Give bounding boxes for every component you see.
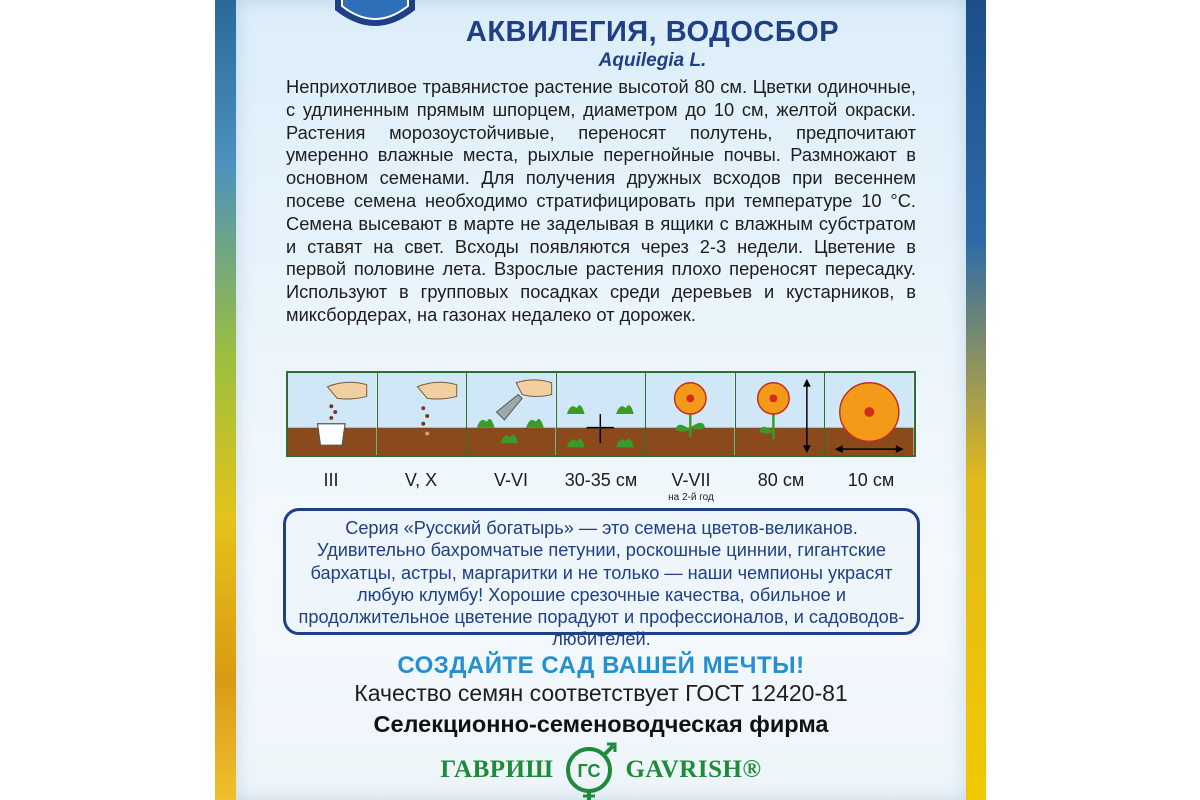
- brand-name-ru: ГАВРИШ: [440, 756, 554, 783]
- growing-steps-strip: [286, 371, 916, 457]
- flowering-icon: [646, 373, 736, 455]
- step-label-flowering: [646, 470, 736, 503]
- spacing-icon: [557, 373, 647, 455]
- gost-quality-note: Качество семян соответствует ГОСТ 12420-81: [354, 680, 848, 706]
- brand-line: [236, 745, 966, 795]
- plant-description: Неприхотливое травянистое растение высотой 80 см. Цветки одиночные, с удлиненным прямым шпорцем, диаметром до 10 см, желтой окраски. Растения морозоустойчивые, переносят полутень, предпочитают умеренно влажные места, рыхлые перегнойные почвы. Размножают в основном семенами. Для получения дружных всходов при весеннем посеве семена необходимо стратифицировать при температуре 10 °С. Семена высевают в марте не заделывая в ящики с влажным субстратом и ставят на свет. Всходы появляются через 2-3 недели. Цветение в первой половине лета. Взрослые растения плохо переносят пересадку. Используют в групповых посадках среди деревьев и кустарников, в миксбордерах, на газонах недалеко от дорожек.: [286, 76, 916, 325]
- step-label-sowing-pot: III: [323, 470, 339, 490]
- transplant-icon: [467, 373, 557, 455]
- height-icon: [736, 373, 826, 455]
- firm-name: Селекционно-семеноводческая фирма: [373, 711, 829, 737]
- step-label-flowering-text: V-VII: [671, 470, 711, 490]
- brand-name-en: GAVRISH®: [625, 756, 762, 783]
- step-label-height: 80 см: [757, 470, 805, 490]
- step-label-flowering-sub: на 2-й год: [668, 492, 714, 503]
- slogan: СОЗДАЙТЕ САД ВАШЕЙ МЕЧТЫ!: [397, 652, 805, 679]
- step-label-spacing: 30-35 см: [564, 470, 638, 490]
- series-description-box: Серия «Русский богатырь» — это семена цветов-великанов. Удивительно бахромчатые петунии, роскошные циннии, гигантские бархатцы, астры, маргаритки и не только — наши чемпионы украсят любую клумбу! Хорошие срезочные качества, обильное и продолжительное цветение порадуют и профессионалов, и садоводов-любителей.: [283, 508, 920, 635]
- growing-steps-labels: [286, 470, 916, 503]
- sowing-ground-icon: [378, 373, 468, 455]
- step-label-diameter: 10 см: [847, 470, 895, 490]
- step-label-sowing-ground: V, X: [404, 470, 438, 490]
- gavrish-logo-icon: [559, 740, 619, 800]
- plant-latin-name: Aquilegia L.: [598, 50, 707, 71]
- plant-title: АКВИЛЕГИЯ, ВОДОСБОР: [465, 16, 840, 48]
- gavrish-logo-letters: ГС: [577, 761, 601, 781]
- sowing-pot-icon: [288, 373, 378, 455]
- flower-diameter-icon: [825, 373, 914, 455]
- step-label-transplant: V-VI: [493, 470, 528, 490]
